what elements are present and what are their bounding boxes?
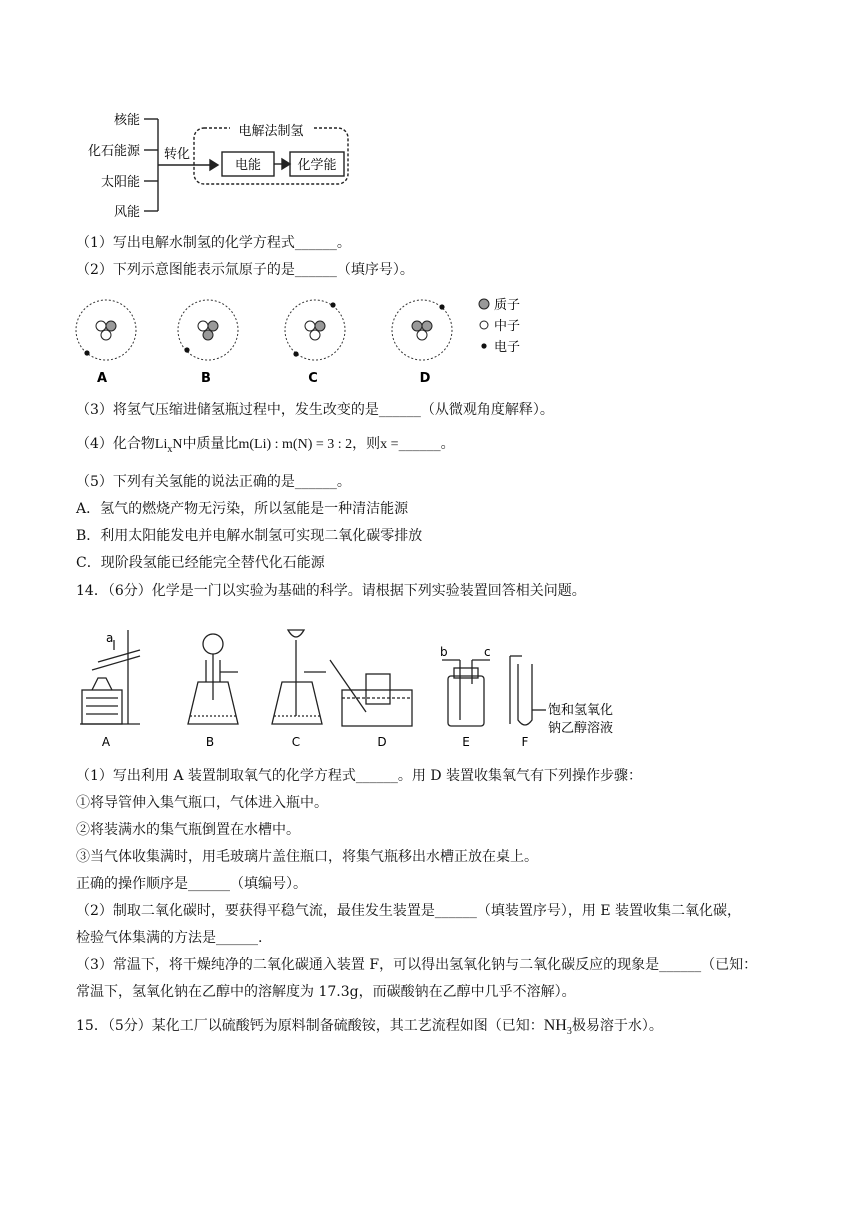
legend-neutron: 中子	[494, 319, 521, 334]
q13-part4-a: （4）化合物	[76, 436, 155, 452]
q14-step3: ③当气体收集满时，用毛玻璃片盖住瓶口，将集气瓶移出水槽正放在桌上。	[76, 849, 538, 865]
q13-option-b: B．利用太阳能发电并电解水制氢可实现二氧化碳零排放	[76, 528, 423, 544]
q14-order: 正确的操作顺序是______（填编号）。	[76, 876, 307, 892]
q13-part4-d: ______。	[398, 436, 455, 452]
app-label-c: C	[291, 735, 301, 749]
q14-part2-line2: 检验气体集满的方法是______.	[76, 930, 263, 946]
label-c-point: c	[484, 645, 491, 659]
box-electric: 电能	[234, 158, 262, 173]
q13-part2: （2）下列示意图能表示氚原子的是______（填序号）。	[76, 262, 414, 278]
q13-part3: （3）将氢气压缩进储氢瓶过程中，发生改变的是______（从微观角度解释）。	[76, 402, 554, 418]
formula-lixn: $Li_xN$	[154, 437, 183, 455]
box-chemical: 化学能	[297, 158, 337, 173]
q13-part4-b: 中质量比	[182, 436, 239, 452]
energy-source-fossil: 化石能源	[87, 144, 140, 159]
legend-proton: 质子	[494, 298, 521, 313]
q13-part1: （1）写出电解水制氢的化学方程式______。	[76, 235, 351, 251]
atom-label-b: B	[201, 371, 211, 386]
f-note-line1: 饱和氢氧化	[548, 703, 614, 718]
q14-step1: ①将导管伸入集气瓶口，气体进入瓶中。	[76, 795, 328, 811]
q13-part4	[76, 434, 455, 460]
q14-part1: （1）写出利用 A 装置制取氧气的化学方程式______。用 D 装置收集氧气有下列操作步骤：	[76, 768, 643, 784]
q15-stem-a: 15．（5分）某化工厂以硫酸钙为原料制备硫酸铵，其工艺流程如图（已知：	[76, 1018, 544, 1034]
arrow-label: 转化	[164, 147, 191, 162]
q15-stem	[76, 1016, 663, 1042]
atom-label-c: C	[308, 371, 318, 386]
group-label: 电解法制氢	[238, 124, 304, 139]
q14-part3-line1: （3）常温下，将干燥纯净的二氧化碳通入装置 F，可以得出氢氧化钠与二氧化碳反应的现象是______（已知：	[76, 957, 758, 973]
energy-source-solar: 太阳能	[100, 175, 140, 190]
label-b-point: b	[440, 645, 448, 659]
q14-step2: ②将装满水的集气瓶倒置在水槽中。	[76, 822, 300, 838]
q14-part3-line2: 常温下，氢氧化钠在乙醇中的溶解度为 17.3g，而碳酸钠在乙醇中几乎不溶解）。	[76, 984, 576, 1000]
q14-stem: 14．（6分）化学是一门以实验为基础的科学。请根据下列实验装置回答相关问题。	[76, 583, 586, 599]
q13-part4-c: ，则	[352, 436, 381, 452]
app-label-e: E	[462, 735, 470, 749]
app-label-d: D	[377, 735, 387, 749]
q15-stem-b: 极易溶于水）。	[571, 1018, 663, 1034]
q14-part2-line1: （2）制取二氧化碳时，要获得平稳气流，最佳发生装置是______（填装置序号），用 E 装置收集二氧化碳，	[76, 903, 742, 919]
q13-part5: （5）下列有关氢能的说法正确的是______。	[76, 474, 351, 490]
q13-option-a: A．氢气的燃烧产物无污染，所以氢能是一种清洁能源	[76, 501, 409, 517]
app-label-f: F	[521, 735, 529, 749]
app-label-b: B	[205, 735, 215, 749]
label-a-point: a	[106, 631, 114, 645]
atom-label-d: D	[419, 371, 431, 386]
mass-ratio-expr: m(Li) : m(N) = 3 : 2	[238, 437, 353, 452]
q13-option-c: C．现阶段氢能已经能完全替代化石能源	[76, 555, 325, 571]
energy-diagram	[70, 104, 360, 222]
x-eq: x =	[380, 437, 399, 452]
energy-source-nuclear: 核能	[113, 113, 140, 128]
apparatus-figure	[70, 620, 650, 752]
energy-source-wind: 风能	[113, 205, 140, 220]
f-note-line2: 钠乙醇溶液	[548, 721, 614, 736]
app-label-a: A	[101, 735, 111, 749]
atom-label-a: A	[96, 371, 108, 386]
legend-electron: 电子	[494, 340, 521, 355]
formula-nh3: $NH_3$	[543, 1017, 572, 1038]
atom-diagrams	[70, 290, 540, 390]
